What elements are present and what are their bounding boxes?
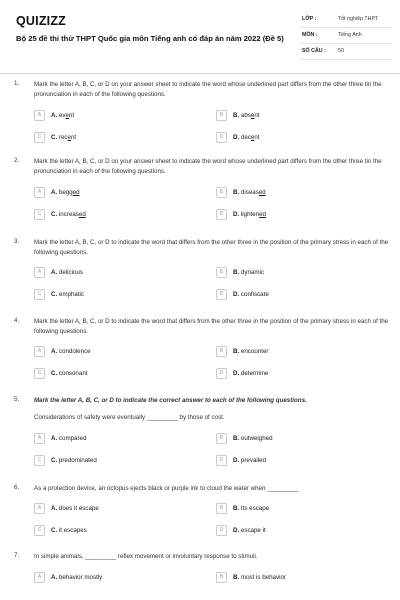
option-box: A (34, 187, 45, 198)
option-text (51, 112, 74, 119)
meta-row-subject (300, 28, 392, 44)
option-box: C (34, 368, 45, 379)
option-value: compared (58, 435, 87, 442)
meta-row-question-count (300, 44, 392, 60)
word-part: ev (58, 112, 66, 119)
option-letter: A. (51, 269, 58, 276)
question-number: 4. (14, 317, 20, 324)
quizizz-logo[interactable]: QUIZIZZ (16, 14, 67, 28)
option-box: C (34, 132, 45, 143)
underlined-part: e (65, 112, 69, 119)
option-value: it escapes (58, 527, 87, 534)
option-text (51, 269, 83, 276)
option-text (233, 435, 273, 442)
option-text (51, 348, 91, 355)
option-box: A (34, 110, 45, 121)
option-letter: C. (51, 457, 58, 464)
option-text (233, 112, 260, 119)
option-value: condolence (58, 348, 91, 355)
word-part: nt (254, 134, 260, 141)
option-value: encounter (240, 348, 269, 355)
question-number: 6. (14, 484, 20, 491)
question-text: In simple animals, _________ reflex movement or involuntary response to stimuli. (34, 553, 258, 560)
question-prompt: Considerations of safety were eventually _________ by those of cost. (34, 414, 225, 421)
option-value: predominated (58, 457, 97, 464)
option-letter: B. (233, 435, 240, 442)
option-box: B (216, 572, 227, 583)
option-letter: A. (51, 348, 58, 355)
option-text (233, 134, 260, 141)
option-box: A (34, 572, 45, 583)
word-part: abs (240, 112, 251, 119)
option-letter: B. (233, 112, 240, 119)
worksheet-header (0, 0, 400, 74)
option-box: B (216, 110, 227, 121)
option-text (51, 457, 97, 464)
option-letter: A. (51, 574, 58, 581)
option-text (233, 370, 268, 377)
option-text (233, 269, 264, 276)
question-number: 1. (14, 80, 20, 87)
option-letter: D. (233, 291, 240, 298)
option-letter: A. (51, 112, 58, 119)
option-value: does it escape (58, 505, 99, 512)
option-letter: D. (233, 457, 240, 464)
question-text: Mark the letter A, B, C, or D to indicate the correct answer to each of the following questions. (34, 397, 307, 404)
option-letter: B. (233, 189, 240, 196)
option-letter: B. (233, 269, 240, 276)
option-box: B (216, 267, 227, 278)
option-letter: B. (233, 574, 240, 581)
meta-value: Tốt nghiệp THPT (338, 16, 379, 22)
question-text: Mark the letter A, B, C, or D to indicate the word that differs from the other three in the position of the primary stress in each of the following questions. (34, 318, 389, 335)
underlined-part: ed (72, 189, 80, 196)
option-letter: C. (51, 134, 58, 141)
option-value: confiscate (240, 291, 269, 298)
option-text (51, 435, 86, 442)
meta-label: SỐ CÂU : (302, 48, 326, 54)
option-box: D (216, 368, 227, 379)
word-part: increas (58, 211, 79, 218)
option-box: C (34, 209, 45, 220)
option-text (233, 527, 266, 534)
option-box: C (34, 455, 45, 466)
option-text (233, 574, 286, 581)
option-text (233, 505, 269, 512)
underlined-part: ed (258, 189, 266, 196)
option-value: emphatic (58, 291, 85, 298)
question-text: As a protection device, an octopus ejects black or purple ink to cloud the water when _________ (34, 485, 299, 492)
option-letter: C. (51, 291, 58, 298)
option-text (51, 189, 80, 196)
question-number: 3. (14, 238, 20, 245)
option-letter: D. (233, 370, 240, 377)
option-text (51, 291, 84, 298)
word-part: nt (70, 134, 77, 141)
word-part: begg (58, 189, 73, 196)
question-text: Mark the letter A, B, C, or D on your answer sheet to indicate the word whose underlined part differs from the other three tin the pronunciation in each of the following questions. (34, 158, 382, 175)
option-value: most is behavior (240, 574, 286, 581)
option-box: D (216, 289, 227, 300)
option-value: consonant (58, 370, 88, 377)
question-number: 5. (14, 396, 20, 403)
option-value: behavior mostly (58, 574, 103, 581)
option-box: D (216, 132, 227, 143)
option-letter: B. (233, 348, 240, 355)
option-letter: C. (51, 370, 58, 377)
option-text (51, 527, 87, 534)
underlined-part: e (67, 134, 71, 141)
option-letter: C. (51, 527, 58, 534)
meta-label: MÔN : (302, 32, 318, 38)
option-value: outweighed (240, 435, 273, 442)
option-letter: A. (51, 435, 58, 442)
underlined-part: ed (78, 211, 86, 218)
word-part: lighten (240, 211, 260, 218)
question-number: 7. (14, 552, 20, 559)
option-letter: D. (233, 527, 240, 534)
word-part: diseas (240, 189, 259, 196)
option-letter: A. (51, 505, 58, 512)
option-text (233, 189, 266, 196)
underlined-part: e (250, 134, 255, 141)
option-text (51, 505, 99, 512)
option-box: A (34, 346, 45, 357)
question-number: 2. (14, 157, 20, 164)
underlined-part: e (250, 112, 255, 119)
option-box: C (34, 525, 45, 536)
meta-value: Tiếng Anh (338, 32, 362, 38)
option-box: C (34, 289, 45, 300)
option-box: B (216, 346, 227, 357)
option-text (51, 574, 102, 581)
option-box: A (34, 433, 45, 444)
option-letter: C. (51, 211, 58, 218)
option-text (51, 211, 86, 218)
option-text (51, 370, 87, 377)
word-part: nt (254, 112, 260, 119)
option-value: Its escape (240, 505, 270, 512)
option-letter: B. (233, 505, 240, 512)
option-box: D (216, 455, 227, 466)
word-part: rec (58, 134, 68, 141)
option-text (233, 457, 266, 464)
option-box: D (216, 209, 227, 220)
option-value: delicious (58, 269, 83, 276)
word-part: dec (240, 134, 251, 141)
meta-label: LỚP : (302, 16, 317, 22)
meta-value: 50 (338, 48, 344, 54)
worksheet-title: Bộ 25 đề thi thử THPT Quốc gia môn Tiếng anh có đáp án năm 2022 (Đề 5) (16, 34, 284, 43)
question-text: Mark the letter A, B, C, or D on your answer sheet to indicate the word whose underlined part differs from the other three tin the pronunciation in each of the following questions. (34, 81, 382, 98)
option-letter: D. (233, 134, 240, 141)
option-value: prevailed (240, 457, 267, 464)
option-box: A (34, 267, 45, 278)
option-value: dynamic (240, 269, 264, 276)
option-box: B (216, 433, 227, 444)
option-value: determine (240, 370, 269, 377)
option-box: D (216, 525, 227, 536)
option-text (233, 291, 269, 298)
option-box: B (216, 503, 227, 514)
option-text (233, 211, 266, 218)
question-text: Mark the letter A, B, C, or D to indicate the word that differs from the other three in the position of the primary stress in each of the following questions. (34, 239, 389, 256)
option-value: escape it (240, 527, 266, 534)
option-text (233, 348, 268, 355)
option-box: B (216, 187, 227, 198)
meta-row-grade (300, 12, 392, 28)
option-box: A (34, 503, 45, 514)
underlined-part: ed (259, 211, 267, 218)
worksheet-meta (300, 12, 392, 60)
option-text (51, 134, 76, 141)
word-part: nt (68, 112, 75, 119)
option-letter: A. (51, 189, 58, 196)
option-letter: D. (233, 211, 240, 218)
